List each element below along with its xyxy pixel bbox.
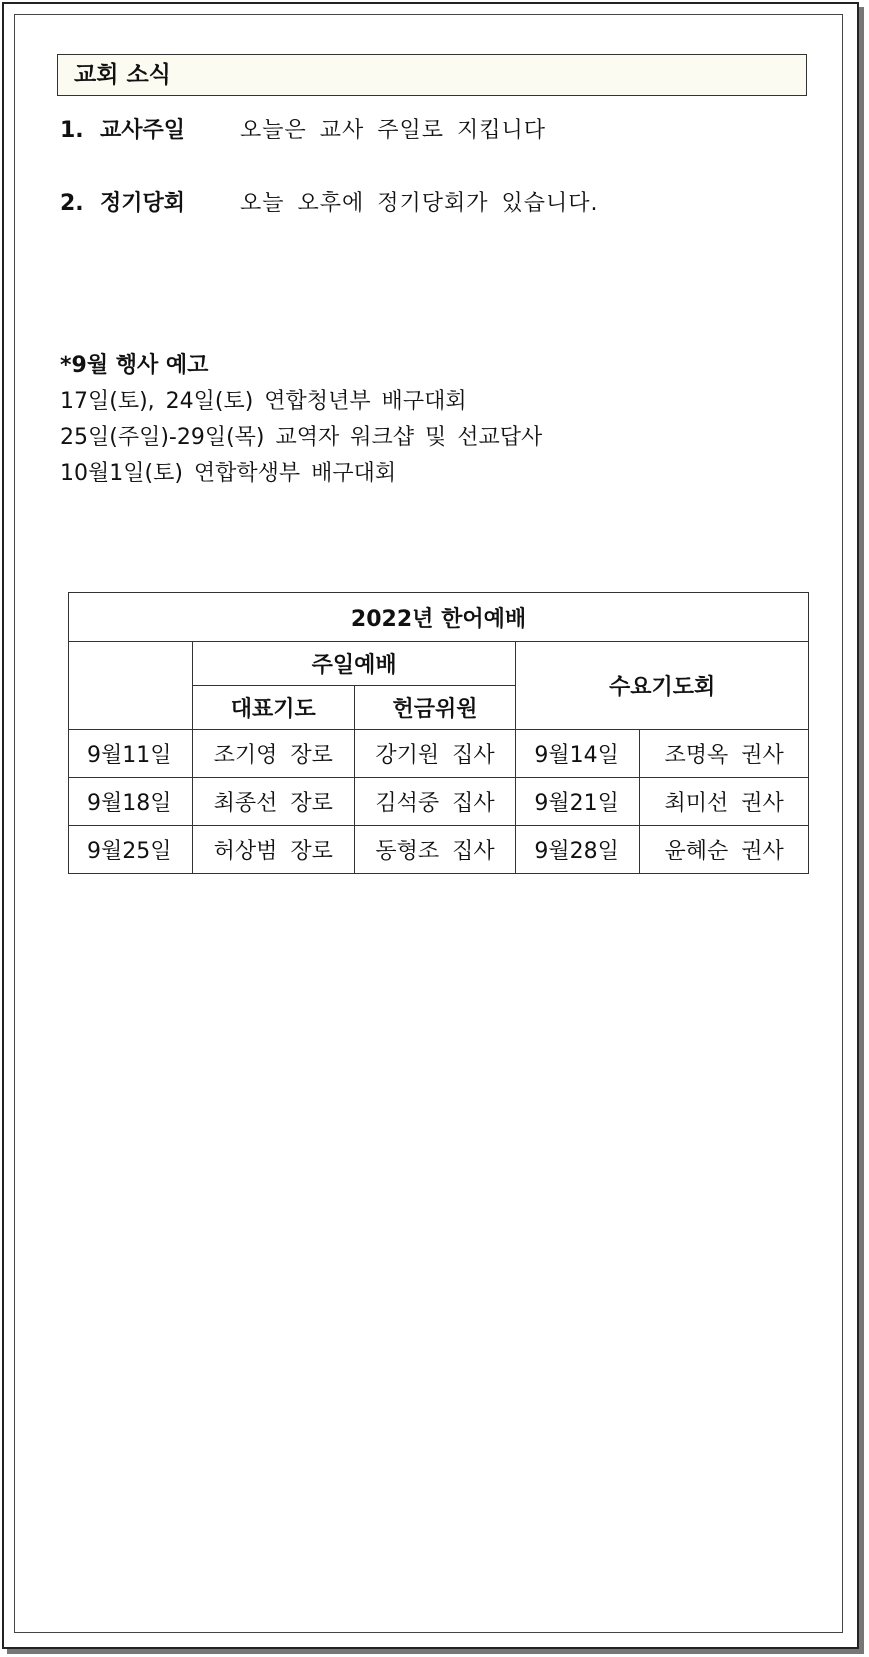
blank-header-cell — [69, 642, 193, 730]
wednesday-prayer-header: 수요기도회 — [516, 642, 809, 730]
event-line: 17일(토), 24일(토) 연합청년부 배구대회 — [60, 389, 467, 414]
table-row — [69, 778, 809, 826]
news-item-number: 2. — [60, 191, 84, 216]
section-header: 교회 소식 — [57, 54, 807, 96]
wednesday-leader: 윤혜순 권사 — [640, 826, 809, 874]
prayer-leader: 허상범 장로 — [192, 826, 354, 874]
news-item-title: 교사주일 — [100, 118, 186, 143]
news-item — [60, 189, 599, 219]
sunday-date: 9월18일 — [69, 778, 193, 826]
schedule-title-row — [69, 593, 809, 642]
prayer-leader: 최종선 장로 — [192, 778, 354, 826]
schedule-title: 2022년 한어예배 — [69, 593, 809, 642]
events-heading: *9월 행사 예고 — [60, 353, 209, 378]
news-item — [60, 116, 546, 146]
wednesday-leader: 조명옥 권사 — [640, 730, 809, 778]
news-item-number: 1. — [60, 118, 84, 143]
wednesday-leader: 최미선 권사 — [640, 778, 809, 826]
event-line: 10월1일(토) 연합학생부 배구대회 — [60, 461, 397, 486]
sunday-date: 9월25일 — [69, 826, 193, 874]
news-item-text: 오늘은 교사 주일로 지킵니다 — [240, 118, 547, 143]
wednesday-date: 9월21일 — [516, 778, 640, 826]
sunday-service-header: 주일예배 — [192, 642, 516, 686]
wednesday-date: 9월28일 — [516, 826, 640, 874]
sunday-date: 9월11일 — [69, 730, 193, 778]
offering-member: 김석중 집사 — [354, 778, 516, 826]
prayer-header: 대표기도 — [192, 686, 354, 730]
schedule-table — [68, 592, 809, 874]
news-item-text: 오늘 오후에 정기당회가 있습니다. — [240, 191, 599, 216]
table-row — [69, 826, 809, 874]
schedule-header-row — [69, 642, 809, 686]
offering-member: 강기원 집사 — [354, 730, 516, 778]
offering-member: 동형조 집사 — [354, 826, 516, 874]
news-item-title: 정기당회 — [100, 191, 186, 216]
offering-header: 헌금위원 — [354, 686, 516, 730]
prayer-leader: 조기영 장로 — [192, 730, 354, 778]
events-block — [60, 348, 542, 492]
event-line: 25일(주일)-29일(목) 교역자 워크샵 및 선교답사 — [60, 425, 543, 450]
table-row — [69, 730, 809, 778]
wednesday-date: 9월14일 — [516, 730, 640, 778]
